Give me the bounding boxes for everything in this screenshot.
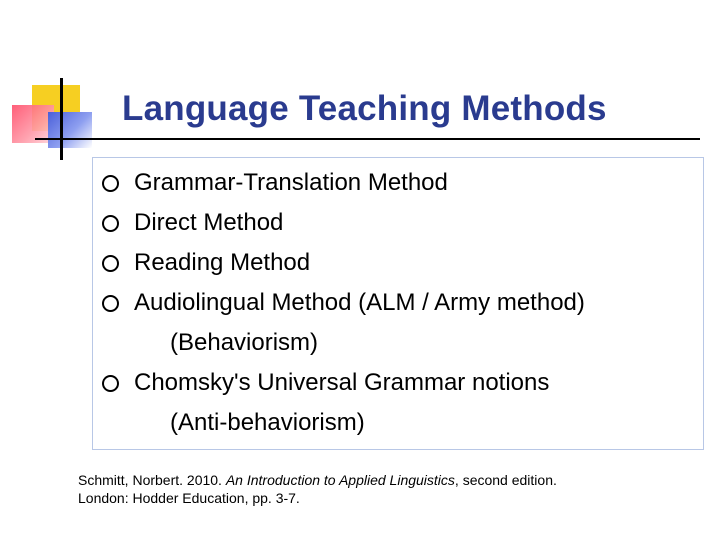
citation-author: Schmitt, Norbert. 2010.	[78, 472, 226, 488]
citation-book-title: An Introduction to Applied Linguistics	[225, 472, 455, 488]
bullet-text: Reading Method	[134, 249, 311, 276]
decorative-vertical-line	[60, 78, 63, 160]
citation-publisher: London: Hodder Education, pp. 3-7.	[78, 490, 300, 506]
circle-bullet-icon	[102, 295, 119, 312]
bullet-item	[100, 363, 700, 443]
bullet-text: Grammar-Translation Method	[134, 169, 448, 196]
circle-bullet-icon	[102, 255, 119, 272]
circle-bullet-icon	[102, 175, 119, 192]
bullet-text: Audiolingual Method (ALM / Army method)	[134, 289, 585, 316]
slide-title: Language Teaching Methods	[122, 89, 607, 128]
bullet-item	[100, 283, 700, 363]
bullet-subtext: (Anti-behaviorism)	[170, 409, 365, 436]
circle-bullet-icon	[102, 215, 119, 232]
bullet-text: Direct Method	[134, 209, 284, 236]
bullet-list	[100, 163, 700, 443]
bullet-item	[100, 163, 700, 203]
citation-edition: , second edition.	[454, 472, 557, 488]
decorative-blue-square	[48, 112, 92, 148]
circle-bullet-icon	[102, 375, 119, 392]
bullet-text: Chomsky's Universal Grammar notions	[134, 369, 550, 396]
citation	[78, 471, 698, 507]
bullet-item	[100, 243, 700, 283]
bullet-subtext: (Behaviorism)	[170, 329, 319, 356]
title-underline	[35, 138, 700, 140]
bullet-item	[100, 203, 700, 243]
